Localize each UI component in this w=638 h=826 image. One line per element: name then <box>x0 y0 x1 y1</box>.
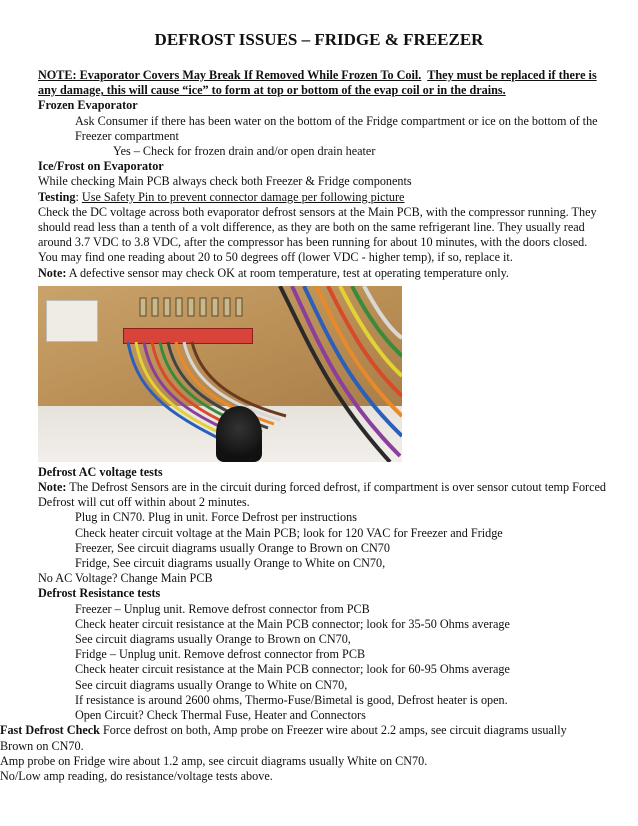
defrost-resistance-heading: Defrost Resistance tests <box>38 586 161 601</box>
sensor-note-label: Note: <box>38 265 67 280</box>
testing-line: Testing: Use Safety Pin to prevent connector damage per following picture <box>38 189 405 204</box>
note-warning-rest: They must be replaced if there is <box>427 68 597 82</box>
ice-frost-heading: Ice/Frost on Evaporator <box>38 159 164 174</box>
fast-defrost-line-4: No/Low amp reading, do resistance/voltage tests above. <box>0 768 273 783</box>
defrost-res-step-8: Open Circuit? Check Thermal Fuse, Heater and Connectors <box>75 708 366 723</box>
defrost-res-step-1: Freezer – Unplug unit. Remove defrost connector from PCB <box>75 601 370 616</box>
no-ac-voltage: No AC Voltage? Change Main PCB <box>38 571 213 586</box>
right-wire-harness <box>270 286 402 462</box>
defrost-res-step-6: See circuit diagrams usually Orange to White on CN70, <box>75 677 348 692</box>
note-warning-line1 <box>38 68 618 83</box>
sensor-note <box>38 266 618 281</box>
fast-defrost-text: Force defrost on both, Amp probe on Freezer wire about 2.2 amps, see circuit diagrams usually <box>103 723 567 738</box>
dc-voltage-para-3: around 3.7 VDC to 3.8 VDC, after the compressor has been running for about 10 minutes, with the doors closed. <box>38 235 588 250</box>
fast-defrost-line-3: Amp probe on Fridge wire about 1.2 amp, see circuit diagrams usually White on CN70. <box>0 753 428 768</box>
defrost-ac-heading: Defrost AC voltage tests <box>38 464 163 479</box>
defrost-res-step-4: Fridge – Unplug unit. Remove defrost connector from PCB <box>75 647 366 662</box>
defrost-res-step-3: See circuit diagrams usually Orange to Brown on CN70, <box>75 632 351 647</box>
ice-frost-text: While checking Main PCB always check both Freezer & Fridge components <box>38 174 412 189</box>
note-warning-line2: any damage, this will cause “ice” to form at top or bottom of the evap coil or in the drains. <box>38 83 506 98</box>
resistor-row <box>136 296 256 320</box>
fast-defrost-line-2: Brown on CN70. <box>0 738 84 753</box>
page-title: DEFROST ISSUES – FRIDGE & FREEZER <box>154 30 484 49</box>
frozen-evaporator-heading: Frozen Evaporator <box>38 98 138 113</box>
defrost-res-step-7: If resistance is around 2600 ohms, Thermo-Fuse/Bimetal is good, Defrost heater is open. <box>75 692 508 707</box>
testing-instruction: Use Safety Pin to prevent connector damage per following picture <box>81 189 405 204</box>
note-warning-main: NOTE: Evaporator Covers May Break If Removed While Frozen To Coil. <box>38 68 422 82</box>
document-body <box>0 68 618 784</box>
testing-label: Testing <box>38 189 76 204</box>
defrost-ac-note <box>38 480 618 495</box>
defrost-ac-step-4: Fridge, See circuit diagrams usually Orange to White on CN70, <box>75 556 386 571</box>
frozen-evaporator-text-3: Yes – Check for frozen drain and/or open drain heater <box>113 144 376 159</box>
fast-defrost-label: Fast Defrost Check <box>0 723 100 738</box>
fast-defrost-line-1 <box>0 723 618 738</box>
dc-voltage-para-1: Check the DC voltage across both evaporator defrost sensors at the Main PCB, with the compressor running. They <box>38 204 597 219</box>
frozen-evaporator-text-2: Freezer compartment <box>75 128 179 143</box>
defrost-ac-step-3: Freezer, See circuit diagrams usually Orange to Brown on CN70 <box>75 540 390 555</box>
dc-voltage-para-4: You may find one reading about 20 to 50 degrees off (lower VDC - higher temp), if so, replace it. <box>38 250 513 265</box>
wire-bundle <box>98 338 298 462</box>
defrost-ac-note-label: Note: <box>38 480 67 495</box>
amp-probe <box>216 406 262 462</box>
sensor-note-text: A defective sensor may check OK at room temperature, test at operating temperature only. <box>68 265 509 280</box>
defrost-res-step-2: Check heater circuit resistance at the Main PCB connector; look for 35-50 Ohms average <box>75 616 510 631</box>
defrost-ac-step-2: Check heater circuit voltage at the Main PCB; look for 120 VAC for Freezer and Fridge <box>75 525 503 540</box>
dc-voltage-para-2: should read less than a tenth of a volt difference, as they are both on the same refrigerant line. They usually read <box>38 220 585 235</box>
defrost-ac-note-text: The Defrost Sensors are in the circuit during forced defrost, if compartment is over sensor cutout temp Forced <box>69 480 607 495</box>
defrost-ac-step-1: Plug in CN70. Plug in unit. Force Defrost per instructions <box>75 510 357 525</box>
white-connector <box>46 300 98 342</box>
pcb-connector-photo <box>38 286 402 462</box>
frozen-evaporator-text-1: Ask Consumer if there has been water on the bottom of the Fridge compartment or ice on the bottom of the <box>75 113 598 128</box>
defrost-ac-note-2: Defrost will cut off within about 2 minutes. <box>38 495 250 510</box>
defrost-res-step-5: Check heater circuit resistance at the Main PCB connector; look for 60-95 Ohms average <box>75 662 510 677</box>
